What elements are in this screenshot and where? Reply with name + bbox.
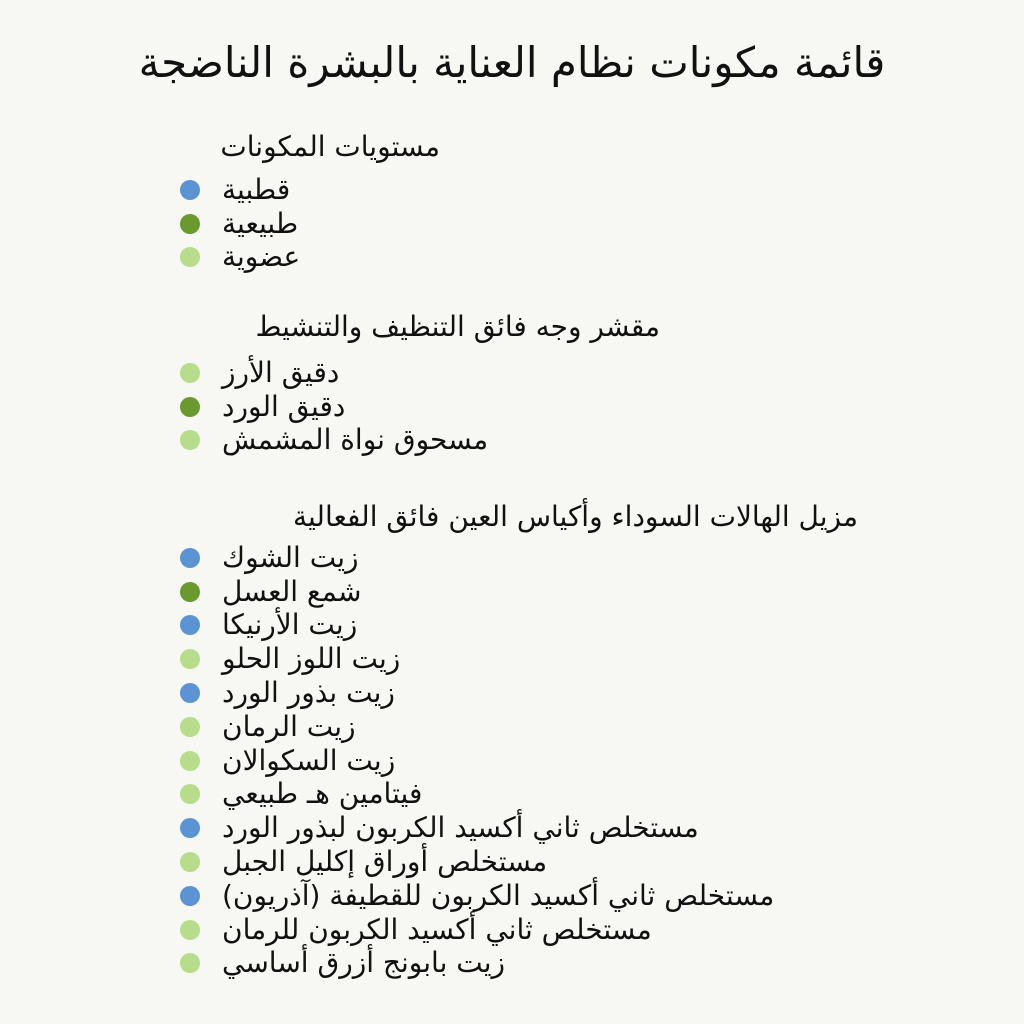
list-item — [180, 241, 300, 275]
item-label: زيت بذور الورد — [222, 676, 395, 710]
item-label: عضوية — [222, 240, 301, 274]
bullet-dot — [180, 548, 200, 568]
list-item — [180, 390, 488, 424]
bullet-dot — [180, 683, 200, 703]
list-item — [180, 642, 774, 676]
list-item — [180, 710, 774, 744]
bullet-dot — [180, 363, 200, 383]
section-heading-ingredient-levels: مستويات المكونات — [220, 130, 440, 163]
item-label: زيت الرمان — [222, 709, 356, 743]
list-item — [180, 173, 300, 207]
item-label: طبيعية — [222, 206, 299, 240]
list-item — [180, 676, 774, 710]
bullet-dot — [180, 615, 200, 635]
list-item — [180, 356, 488, 390]
item-label: زيت السكوالان — [222, 743, 396, 777]
item-label: زيت الشوك — [222, 540, 359, 574]
item-label: مستخلص ثاني أكسيد الكربون للقطيفة (آذريون) — [222, 878, 775, 912]
bullet-dot — [180, 649, 200, 669]
list-item — [180, 609, 774, 643]
bullet-dot — [180, 247, 200, 267]
bullet-dot — [180, 751, 200, 771]
bullet-dot — [180, 920, 200, 940]
eye-treatment-list — [180, 541, 774, 980]
section-heading-face-scrub: مقشر وجه فائق التنظيف والتنشيط — [255, 310, 660, 343]
list-item — [180, 424, 488, 458]
bullet-dot — [180, 430, 200, 450]
bullet-dot — [180, 397, 200, 417]
item-label: مستخلص ثاني أكسيد الكربون للرمان — [222, 912, 652, 946]
bullet-dot — [180, 784, 200, 804]
item-label: مستخلص أوراق إكليل الجبل — [222, 845, 548, 879]
bullet-dot — [180, 852, 200, 872]
bullet-dot — [180, 582, 200, 602]
item-label: قطبية — [222, 172, 291, 206]
item-label: زيت اللوز الحلو — [222, 642, 401, 676]
bullet-dot — [180, 180, 200, 200]
bullet-dot — [180, 717, 200, 737]
item-label: دقيق الأرز — [222, 355, 340, 389]
list-item — [180, 913, 774, 947]
list-item — [180, 207, 300, 241]
list-item — [180, 541, 774, 575]
item-label: زيت الأرنيكا — [222, 608, 358, 642]
page-title: قائمة مكونات نظام العناية بالبشرة الناضجة — [138, 38, 886, 87]
bullet-dot — [180, 953, 200, 973]
list-item — [180, 575, 774, 609]
item-label: مستخلص ثاني أكسيد الكربون لبذور الورد — [222, 811, 699, 845]
list-item — [180, 845, 774, 879]
list-item — [180, 879, 774, 913]
list-item — [180, 744, 774, 778]
bullet-dot — [180, 886, 200, 906]
face-scrub-list — [180, 356, 488, 457]
bullet-dot — [180, 214, 200, 234]
list-item — [180, 811, 774, 845]
ingredient-levels-list — [180, 173, 300, 274]
bullet-dot — [180, 818, 200, 838]
item-label: شمع العسل — [222, 574, 362, 608]
section-heading-eye-treatment: مزيل الهالات السوداء وأكياس العين فائق الفعالية — [292, 500, 858, 533]
item-label: دقيق الورد — [222, 389, 346, 423]
item-label: فيتامين هـ طبيعي — [222, 777, 423, 811]
list-item — [180, 778, 774, 812]
item-label: زيت بابونج أزرق أساسي — [222, 946, 506, 980]
list-item — [180, 947, 774, 981]
item-label: مسحوق نواة المشمش — [222, 423, 489, 457]
